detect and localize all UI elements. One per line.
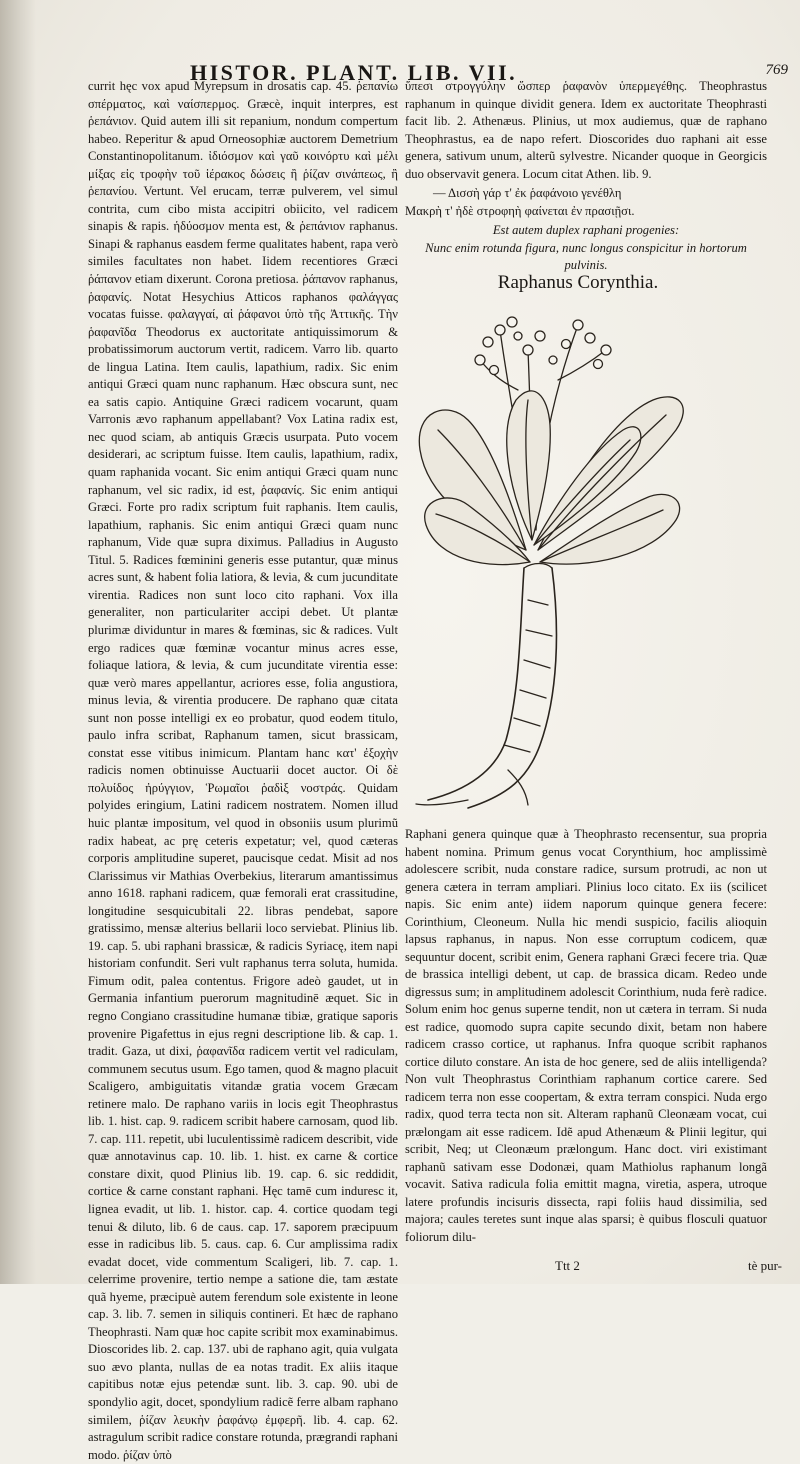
latin-verse-line: Nunc enim rotunda figura, nunc longus conspicitur in hortorum pulvinis.	[425, 240, 747, 273]
greek-verse-line: — Δισσὴ γάρ τ' ἐκ ῥαφάνοιο γενέθλη	[433, 186, 622, 201]
signature-mark: Ttt 2	[555, 1258, 580, 1273]
greek-verse	[405, 185, 767, 220]
catchword: tè pur-	[747, 1258, 782, 1273]
right-column-top	[405, 78, 767, 273]
figure-caption: Raphanus Corynthia.	[497, 272, 659, 293]
left-column	[88, 78, 398, 1462]
left-column-text: currit hęc vox apud Myrepsum in drosatis cap. 45. ῥεπανίω σπέρματος, καὶ ναίσπερμος. Græcè, inquit interpres, est ῥεπάνιον. Quid autem illi sit repanium, nondum compertum habeo. Reperitur & apud Orneosophiæ auctorem Demetrium Constantinopolitanum. ἰδιόσμον καὶ γαῦ κοινόρτυ καὶ μέλι μίξας εἰς τροφὴν τοῦ ἱέρακος δώσεις ἢ ῥίζαν σινάπεως, ἢ ῥεπανίου. Vertunt. Vel erucam, terræ pulverem, vel simul contrita, cum cibo mista accipitri obiicito, vel radicem sinapis & rapis. ἡδύοσμον menta est, & ῥεπάνιον raphanus. Sinapi & raphanus easdem ferme qualitates habent, rapa verò similes facultates non habet. Iidem recentiores Græci ῥάπανον etiam dixerunt. Corona pretiosa. ῥάπανον raphanus, ῥαφανίς. Notat Hesychius Atticos raphanos φαλάγγας vocatas fuisse. φαλαγγαί, αἱ ῥάφανοι ὑπὸ τῆς Ἀττικῆς. Τὴν ῥαφανῖδα Theodorus ex auctoritate antiquissimorum & probatissimorum auctorum vertit, radicem. Varro lib. quarto de lingua Latina. Item caulis, lapathium, radix. Sic enim antiqui Græci quam nunc raphanum. Hæc obscura sunt, nec ea satis capio. Antiquine Græci radicem vocarunt, quam Varronis ævo raphanum appellabant? Vox Latina radix est, nec quod sciam, ab antiquis Græcis usurpata. Puto vocem desiderari, ac scriptum fuisse. Item caulis, lapathium, radix, quam raphanida vocant. Sic enim antiqui Græci quam nunc raphanum, vel sic radix, id est, ῥαφανίς. Sic enim antiqui Græci. Forte pro radix scriptum fuit raphanis. Item caulis, lapathium, raphanis. Sic enim antiqui Græci quam nunc raphanum, Vide quæ supra diximus. Palladius in Augusto Titul. 5. Radices fœminini generis esse putantur, quæ minus acres sunt, & habent folia latiora, & levia, & cum jucunditate virentia. Radices non sunt loco cito raphani. Vox illa generaliter, non particulariter accipi debet. Ut plantæ plurimæ dividuntur in mares & fœminas, sic & radices. Vult ergo radices quæ fœminæ vocantur minus acres esse, foliaque latiora, & levia, & cum jucunditate virentia esse: quæ verò mares appellantur, acriores esse, folia angustiora, minus levia, & virentia producere. De raphano quæ citata sunt non posse intelligi ex eo probatur, quod eodem titulo, paulo infra scribat, Raphanum tamen, sicut brassicam, constat esse vitibus inimicum. Plantam hanc κατ' ἐξοχὴν radicis nomen obtinuisse Auctuarii docet auctor. Οἱ δὲ πολυίδος ἠρύγγιον, Ῥωμαῖοι ῥαδὶξ νοστράς. Quidam polyides eringium, Latini radicem nostratem. Nomen illud huic plantæ impositum, vel quod in obsoniis usum plurimũ radix habeat, ac prę ceteris expetatur; vel, quod cæteras corporis amplitudine superet, paucisque cedat. Misit ad nos Clarissimus vir Mathias Overbekius, literarum amantissimus anno 1618. raphani radicem, quæ femorali erat crassitudine, longitudine sesquicubitali 22. libras pendebat, sapore gratissimo, mensæ alterius bellarii loco serviebat. Plinius lib. 19. cap. 5. ubi raphani brassicæ, & radicis Syriacę, item napi historiam confundit. Seri vult raphanus terra soluta, humida. Fimum odit, palea contentus. Frigore adeò gaudet, ut in Germania infantium puerorum magnitudinē æquet. Sic in regno Congiano crassitudine humanæ tibiæ, gratique saporis provenire Pigafettus in ejus regni descriptione lib. & cap. 1. tradit. Gaza, ut dixi, ῥαφανῖδα radicem vertit vel radiculam, communem secutus usum. Ego tamen, quod & magno placuit Scaligero, ambiguitatis vitandæ gratia vocem Græcam retinere malo. De raphano variis in locis egit Theophrastus lib. 1. hist. cap. 9. radicem scribit habere carnosam, quod lib. 7. cap. 111. repetit, ubi luculentissimè radicem describit, vide quæ annotavinus cap. 10. lib. 1. hist. ex carne & cortice constare dixit, quod Plinius lib. 19. cap. 6. sic reddidit, cortice & carne constant raphani. Hęc tamē cum induresc it, lignea evadit, ut lib. 1. histor. cap. 4. cortice quodam tegi tenui & diluto, lib. 6 de caus. cap. 17. saporem præcipuum esse in radicibus lib. 5. caus. cap. 6. Cur amplissima radix evadat docet, vide commentum Scaligeri, lib. 7. cap. 1. celerrime provenire, tertio nempe a satione die, tam æstate quã hyeme, præcipuè autem ferendum sole existente in leone cap. 3. lib. 7. semen in siliquis contineri. Et hæc de raphano Theophrasti. Nam quæ hoc capite scribit mox examinabimus. Dioscorides lib. 2. cap. 137. ubi de raphano agit, quia vulgata suo ævo planta, nullas de ea notas tradit. Ex aliis itaque capitibus notæ ejus petendæ sunt. lib. 3. cap. 90. ubi de spondylio agit, docet, spondylium radicẽ ferre albam raphano similem, ῥίζαν λευκὴν ῥαφάνῳ ἐμφερῆ. lib. 4. cap. 62. astragulum scribit radice constare rotunda, prægrandi raphani modo. ῥίζαν ὑπὸ	[88, 79, 398, 1462]
right-column-bottom	[405, 826, 767, 1258]
right-column-bottom-text: Raphani genera quinque quæ à Theophrasto recensentur, sua propria habent nomina. Primum genus vocat Corynthium, hoc amplissimè adolescere scribit, nuda constare radice, sursum protrudi, ac non ut genera cætera in terram ampliari. Plinius loco citato. Ex iis (scilicet napis. Sic enim ante) iidem naporum quinque genera fecere: Corinthium, Cleoneum. Nulla hic mendi suspicio, facilis alioquin lapsus raphanus, in napus. Non esse corruptum codicem, quæ sequuntur docent, scribit enim, Genera raphani Græci fecere tria. Quæ de brassica intelligi debent, ut cap. de brassica dicam. Redeo unde digressus sum; in amplitudinem adolescit Corinthium, nuda ferè radice. Solum enim hoc genus superne tendit, non ut cætera in terram. Si nuda est radice, quomodo supra capite secundo dixit, betam non habere radicem crasso cortice, ut raphanus. Infra quoque scribit raphanos cortice diluto constare. An ista de hoc genere, sed de aliis intelligenda? Non vult Theophrastus Corinthiam raphanum cortice carere. Sed radicem terra non esse coopertam, & extra terram conspici. Nuda ergo radix, quod terra tecta non sit. Alteram raphanũ Cleonæam vocat, cui prælongam ait esse radicem. Idẽ apud Athenæum & Plinii legitur, qui scribit, Neq; ut Cleonæum prælongum. Hanc doct. viri existimant raphanũ sativam esse Dodonæi, quam Mathiolus raphanum longã vocavit. Sativa radicula folia emittit magna, viretia, aspera, utroque latere profundis incisuris dissecta, rapi foliis haud dissimilia, sed majora; caules teretes sunt inque alas sparsi; è quibus flosculi quatuor foliorum dilu-	[405, 827, 767, 1244]
greek-verse-line: Μακρὴ τ' ἠδὲ στροφηὴ φαίνεται ἐν πρασιῇσι.	[405, 203, 635, 218]
right-column-top-text: ὕπεσι στρογγύλην ὥσπερ ῥαφανὸν ὑπερμεγέθης. Theophrastus raphanum in quinque dividit genera. Idem ex auctoritate Theophrasti facit lib. 2. Athenæus. Plinius, ut mox audiemus, quæ de raphano Theophrastus, ea de napo refert. Dioscorides duo raphani ait esse genera, sativum unum, alterũ sylvestre. Nicander quoque in Georgicis duo observavit genera. Locum citat Athen. lib. 9.	[405, 79, 767, 181]
folio-number: 769	[765, 62, 788, 78]
running-head: HISTOR. PLANT. LIB. VII.	[190, 60, 518, 85]
latin-verse-line: Est autem duplex raphani progenies:	[492, 223, 680, 238]
radish-woodcut-illustration	[408, 300, 698, 825]
page-gutter-shadow	[0, 0, 36, 1284]
latin-verse	[405, 222, 767, 275]
